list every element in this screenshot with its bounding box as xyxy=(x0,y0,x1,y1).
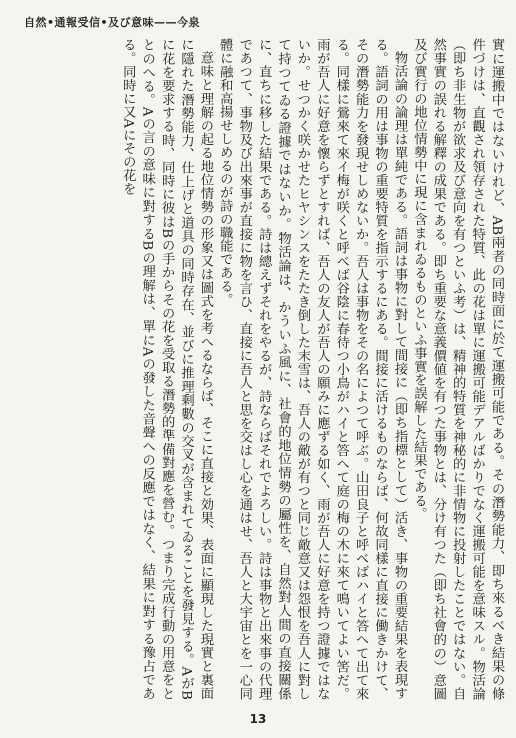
running-head: 自然•通報受信•及び意味——今泉 xyxy=(24,16,201,29)
body-text xyxy=(10,38,506,700)
paragraph: 意味と理解の起る地位情勢の形象又は圖式を考へるならば、そこに直接と効果、表面に顯現した現實と裏面に隱れた潛勢能力、仕上げと道具の同時存在、並びに推理剩數の交叉が含まれてゐることを發見する。AがBに花を要求する時、同時に彼はBの手からその花を受取る潛勢的準備對應を營む。つまり完成行動の用意をととのへる。Aの言の意味に對するBの理解は、單にAの發した音聲への反應ではなく、結果に對する豫占である。同時に又Aにその花を xyxy=(120,38,213,700)
paragraph: 物活論の論理は單純である。語詞は事物に對して間接に（即ち指標として）活き、事物の重要結果を表現する。語詞の用は事物の重要特質を指示するにある。間接に活けるものならば、何故同樣に直接に働きかけて、その潛勢能力を發現せしめないか。吾人は事物をその名によつて呼ぶ。山田良子と呼べばハイと答へて出て來る。同樣に鶯來て來イ梅が咲くと呼べば谷陰に春待つ小鳥がハイと答へて庭の梅の木に來て鳴いてよい筈だ。雨が吾人に好意を懷らずとすれば、吾人の友人が吾人の願みに應ずる如く、雨が吾人に好意を持つ證據ではないか。せつかく咲かせたヒヤシンスをたたき倒した末雪は、吾人の敵が有つと同じ敵意又は怨恨を吾人に對して持つてゐる證據ではないか。物活論は、かういふ風に、社會的地位情勢の屬性を、自然對人間の直接關係に、直ちに移した結果である。詩は總えずそれをやるが、詩ならばそれでよろしい。詩は事物と出來事の代理であつて、事物及び出來事が直接に物を言ひ、直接に吾人と思を交はし心を通はせ、吾人と大宇宙とを一心同體に融和高揚せしめるのが詩の職能である。 xyxy=(217,38,407,700)
paragraph: 實に運搬中ではないけれど、AB兩者の同時面に於て運搬可能である。その潛勢能力、即ち來るべき結果の條件づけは、直觀され領存された特質、此の花は單に運搬可能デアルばかりでなく運搬可能を意味スル。物活論（即ち非生物が欲求及び意向を有つといふ考）は、精神的特質を神秘的に非情物に投射したことではない。自然事實の誤れる解釋の成果である。即ち重要な意義價値を有つた事物とは、分け有つた（即ち社會的の）意圖及び實行の地位情勢中に現に含まれゐるものといふ事實を誤解した結果である。 xyxy=(411,38,504,700)
page-number: 13 xyxy=(249,712,267,726)
